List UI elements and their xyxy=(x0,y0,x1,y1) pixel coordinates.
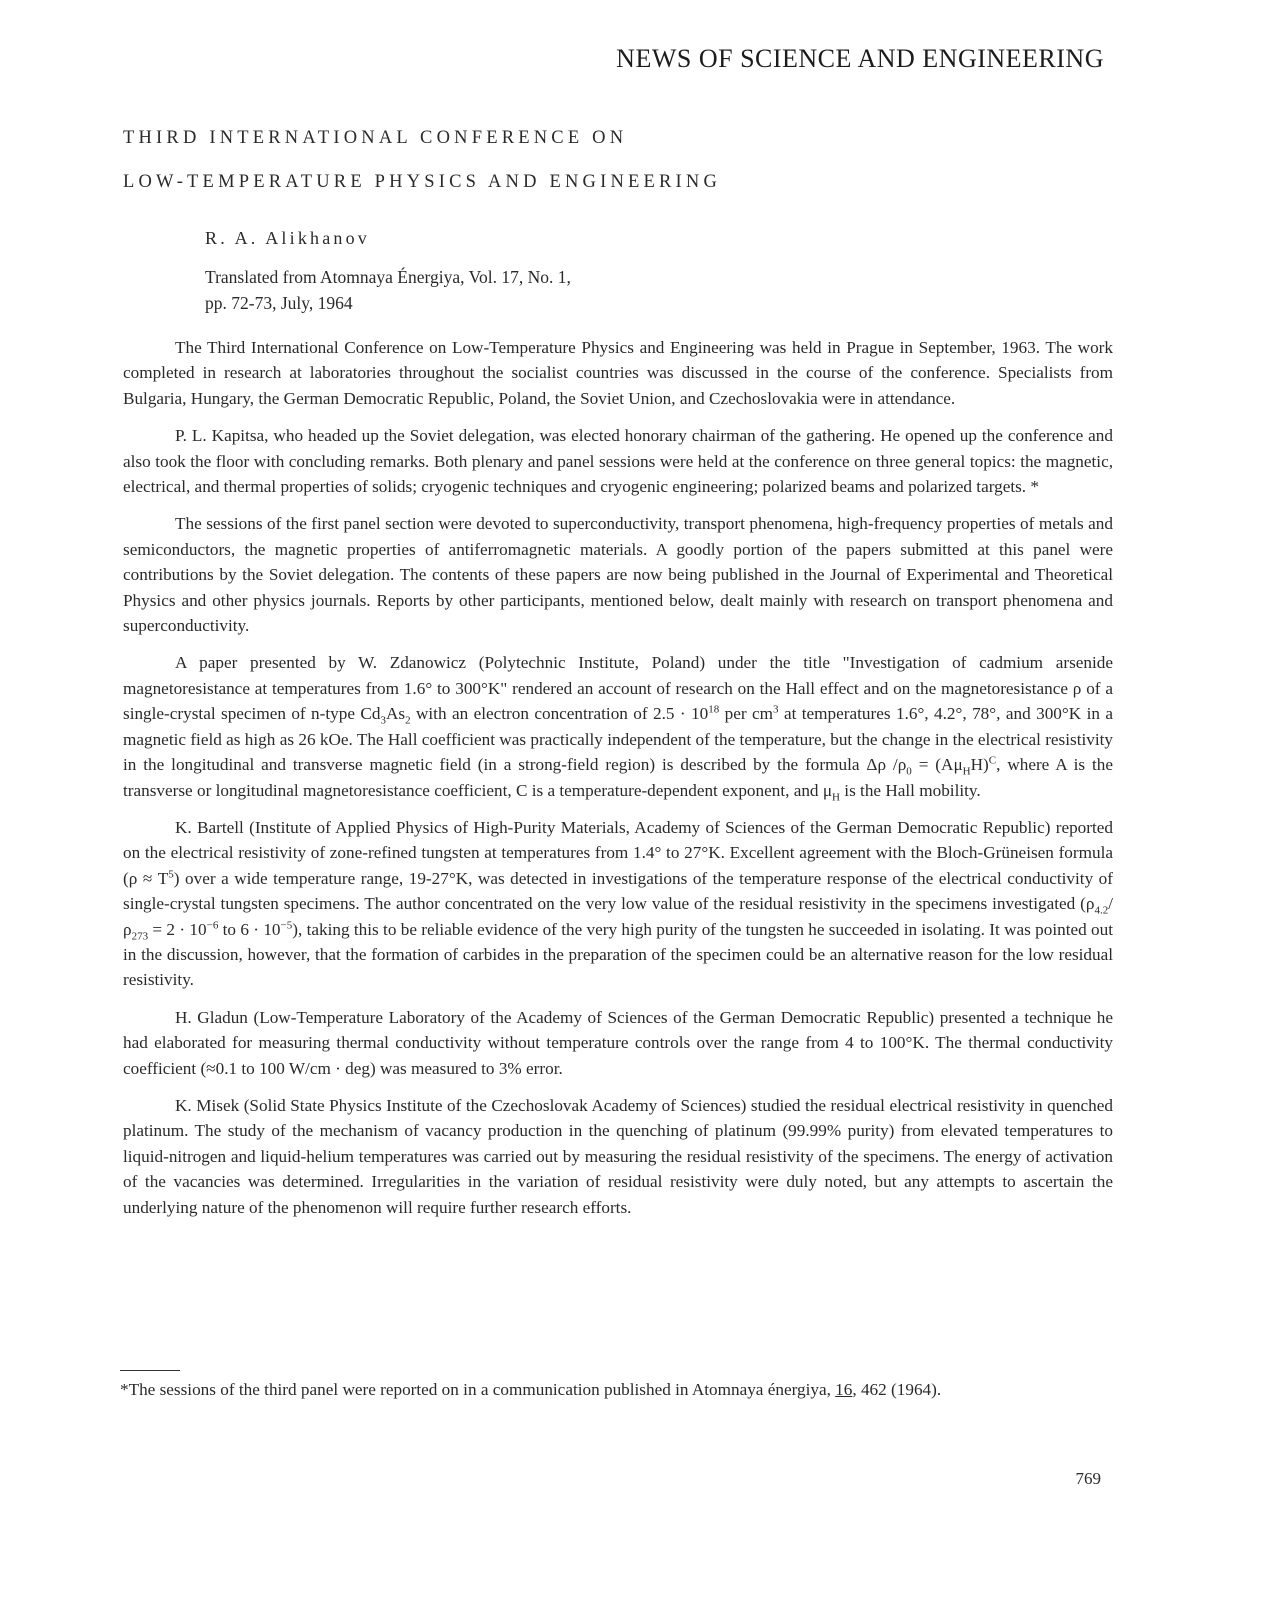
footnote xyxy=(120,1378,1140,1402)
p5-exp-neg5: −5 xyxy=(280,918,293,931)
paragraph-7: K. Misek (Solid State Physics Institute of the Czechoslovak Academy of Sciences) studied the residual electrical resistivity in quenched platinum. The study of the mechanism of vacancy production in the quenching of platinum (99.99% purity) from elevated temperatures to liquid-nitrogen and liquid-helium temperatures was carried out by measuring the residual resistivity of the specimens. The energy of activation of the vacancies was determined. Irregularities in the variation of residual resistivity were duly noted, but any attempts to ascertain the underlying nature of the phenomenon will require further research efforts. xyxy=(123,1095,1113,1217)
p4-text-g: H) xyxy=(970,755,989,775)
article-body xyxy=(123,335,1113,1232)
byline xyxy=(205,226,905,316)
page-number: 769 xyxy=(1075,1469,1101,1488)
p4-text-f: = (Aμ xyxy=(911,755,963,775)
p4-sub-as: 2 xyxy=(405,714,411,727)
article-title xyxy=(123,126,1023,214)
p4-text-h: , where A is the transverse or longitudinal magnetoresistance coefficient, C is a temperature-dependent exponent, and μ xyxy=(123,755,1114,800)
p4-sub-cd: 3 xyxy=(380,714,386,727)
author-name: R. A. Alikhanov xyxy=(205,228,371,248)
p4-sub-mu2: H xyxy=(832,790,840,803)
title-line-1: THIRD INTERNATIONAL CONFERENCE ON xyxy=(123,128,628,148)
title-line-2: LOW-TEMPERATURE PHYSICS AND ENGINEERING xyxy=(123,172,722,192)
p4-exp-3: 3 xyxy=(773,703,779,716)
footnote-text-b: , 462 (1964). xyxy=(852,1380,942,1399)
p5-text-b: ) over a wide temperature range, 19-27°K, was detected in investigations of the temperature response of the electrical conductivity of single-crystal tungsten specimens. The author concentrated on the very low value of the residual resistivity in the specimens investigated (ρ xyxy=(123,868,1113,914)
p5-text-c: /ρ xyxy=(123,894,1113,939)
paragraph-6: H. Gladun (Low-Temperature Laboratory of the Academy of Sciences of the German Democratic Republic) presented a technique he had elaborated for measuring thermal conductivity without temperature controls over the range from 4 to 100°K. The thermal conductivity coefficient (≈0.1 to 100 W/cm · deg) was measured to 3% error. xyxy=(123,1007,1113,1078)
p5-exp-neg6: −6 xyxy=(206,918,219,931)
paragraph-5 xyxy=(123,815,1113,993)
p5-sub-42: 4.2 xyxy=(1094,904,1109,917)
p4-exp-18: 18 xyxy=(708,703,720,716)
paragraph-1: The Third International Conference on Low-Temperature Physics and Engineering was held in Prague in September, 1963. The work completed in research at laboratories throughout the socialist countries was discussed in the course of the conference. Specialists from Bulgaria, Hungary, the German Democratic Republic, Poland, the Soviet Union, and Czechoslovakia were in attendance. xyxy=(123,338,1113,408)
p5-sub-273: 273 xyxy=(131,929,149,942)
translation-source xyxy=(205,264,905,316)
source-line-1: Translated from Atomnaya Énergiya, Vol. 17, No. 1, xyxy=(205,267,571,287)
running-header: NEWS OF SCIENCE AND ENGINEERING xyxy=(616,44,1104,73)
footnote-volume: 16 xyxy=(835,1380,853,1399)
p5-exp-5: 5 xyxy=(168,867,174,880)
p4-sub-rho: 0 xyxy=(906,765,912,778)
p5-text-d: = 2 · 10 xyxy=(148,919,207,939)
p4-text-e: at temperatures 1.6°, 4.2°, 78°, and 300°K in a magnetic field as high as 26 kOe. The Hall coefficient was practically independent of the temperature, but the change in the electrical resistivity in the longitudinal and transverse magnetic field (in a strong-field region) is described by the formula Δρ /ρ xyxy=(123,704,1113,775)
p4-text-b: As xyxy=(385,704,406,724)
p4-text-i: is the Hall mobility. xyxy=(840,780,981,800)
paragraph-2: P. L. Kapitsa, who headed up the Soviet delegation, was elected honorary chairman of the gathering. He opened up the conference and also took the floor with concluding remarks. Both plenary and panel sessions were held at the conference on three general topics: the magnetic, electrical, and thermal properties of solids; cryogenic techniques and cryogenic engineering; polarized beams and polarized targets. * xyxy=(123,426,1113,497)
p4-exp-c: C xyxy=(988,754,997,767)
p5-text-e: to 6 · 10 xyxy=(218,919,281,939)
p5-text-a: K. Bartell (Institute of Applied Physics of High-Purity Materials, Academy of Sciences of the German Democratic Republic) reported on the electrical resistivity of zone-refined tungsten at temperatures from 1.4° to 27°K. Excellent agreement with the Bloch-Grüneisen formula (ρ ≈ T xyxy=(123,817,1113,888)
source-line-2: pp. 72-73, July, 1964 xyxy=(205,293,353,313)
p4-text-c: with an electron concentration of 2.5 · 10 xyxy=(410,704,709,724)
footnote-text-a: *The sessions of the third panel were reported on in a communication published in Atomnaya énergiya, xyxy=(120,1380,836,1399)
p4-text-d: per cm xyxy=(719,704,774,724)
footnote-rule xyxy=(120,1370,180,1371)
p4-sub-mu: H xyxy=(962,765,971,778)
p5-text-f: ), taking this to be reliable evidence of the very high purity of the tungsten he succeeded in isolating. It was pointed out in the discussion, however, that the formation of carbides in the preparation of the specimen could be an alternative reason for the low residual resistivity. xyxy=(123,919,1114,990)
p4-text-a: A paper presented by W. Zdanowicz (Polytechnic Institute, Poland) under the title "Investigation of cadmium arsenide magnetoresistance at temperatures from 1.6° to 300°K" rendered an account of research on the Hall effect and on the magnetoresistance ρ of a single-crystal specimen of n-type Cd xyxy=(123,653,1113,724)
paragraph-3: The sessions of the first panel section were devoted to superconductivity, transport phenomena, high-frequency properties of metals and semiconductors, the magnetic properties of antiferromagnetic materials. A goodly portion of the papers submitted at this panel were contributions by the Soviet delegation. The contents of these papers are now being published in the Journal of Experimental and Theoretical Physics and other physics journals. Reports by other participants, mentioned below, dealt mainly with research on transport phenomena and superconductivity. xyxy=(123,514,1113,636)
paragraph-4 xyxy=(123,650,1113,802)
